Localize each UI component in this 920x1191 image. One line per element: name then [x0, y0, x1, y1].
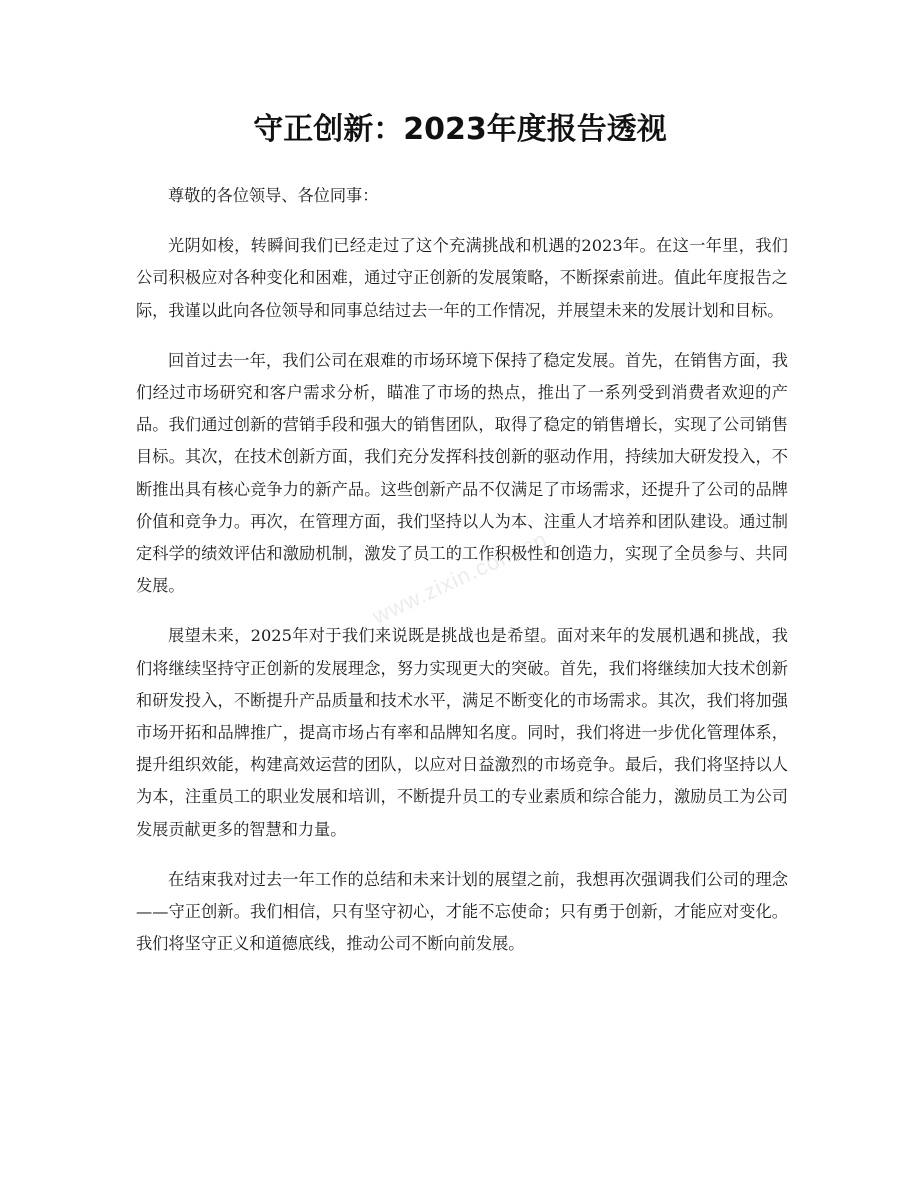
document-title: 守正创新：2023年度报告透视	[253, 112, 667, 147]
paragraph-intro: 光阴如梭，转瞬间我们已经走过了这个充满挑战和机遇的2023年。在这一年里，我们公司积极应对各种变化和困难，通过守正创新的发展策略，不断探索前进。值此年度报告之际，我谨以此向各位领导和同事总结过去一年的工作情况，并展望未来的发展计划和目标。	[136, 236, 788, 320]
watermark: www.zixin.com.cn	[368, 526, 551, 629]
paragraph-conclusion: 在结束我对过去一年工作的总结和未来计划的展望之前，我想再次强调我们公司的理念——守正创新。我们相信，只有坚守初心，才能不忘使命；只有勇于创新，才能应对变化。我们将坚守正义和道德底线，推动公司不断向前发展。	[136, 869, 788, 954]
salutation: 尊敬的各位领导、各位同事：	[168, 186, 379, 205]
paragraph-outlook: 展望未来，2025年对于我们来说既是挑战也是希望。面对来年的发展机遇和挑战，我们将继续坚持守正创新的发展理念，努力实现更大的突破。首先，我们将继续加大技术创新和研发投入，不断提升产品质量和技术水平，满足不断变化的市场需求。其次，我们将加强市场开拓和品牌推广，提高市场占有率和品牌知名度。同时，我们将进一步优化管理体系，提升组织效能，构建高效运营的团队，以应对日益激烈的市场竞争。最后，我们将坚持以人为本，注重员工的职业发展和培训，不断提升员工的专业素质和综合能力，激励员工为公司发展贡献更多的智慧和力量。	[136, 626, 788, 839]
document-body	[136, 180, 788, 978]
paragraph-review: 回首过去一年，我们公司在艰难的市场环境下保持了稳定发展。首先，在销售方面，我们经过市场研究和客户需求分析，瞄准了市场的热点，推出了一系列受到消费者欢迎的产品。我们通过创新的营销手段和强大的销售团队，取得了稳定的销售增长，实现了公司销售目标。其次，在技术创新方面，我们充分发挥科技创新的驱动作用，持续加大研发投入，不断推出具有核心竞争力的新产品。这些创新产品不仅满足了市场需求，还提升了公司的品牌价值和竞争力。再次，在管理方面，我们坚持以人为本、注重人才培养和团队建设。通过制定科学的绩效评估和激励机制，激发了员工的工作积极性和创造力，实现了全员参与、共同发展。	[136, 350, 788, 596]
